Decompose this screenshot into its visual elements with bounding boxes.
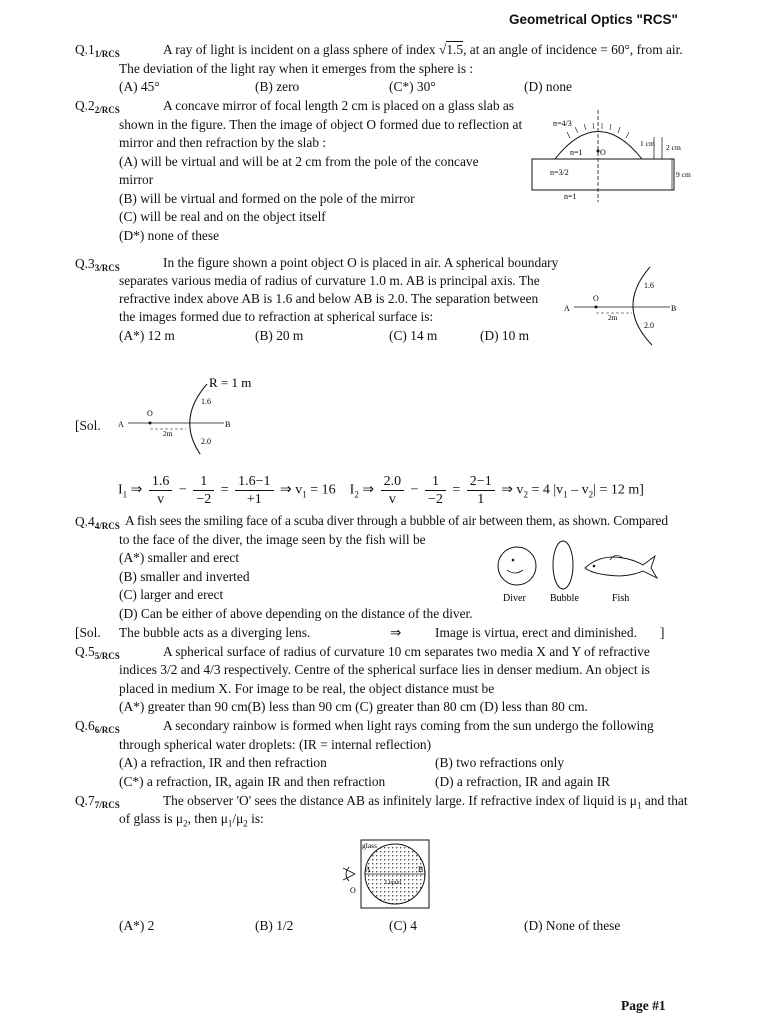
sol3-equation: $I_1$ ⇒ $\frac{1.6}{v}$ − $\frac{1}{-2}$ = $\frac{1.6-1}{+1}$ ⇒ $v_1 = 16$ $I_2$ ⇒ $\frac{2.0}{v}$ − $\frac{1}{-2}$ = $\frac{2-1}{1}$ ⇒ $v_2 = 4$ $|v_1 - v_2| = 12$ m]: [118, 474, 644, 507]
sol3-label: [Sol.: [75, 418, 101, 433]
q2-mirror-slab-figure: [530, 110, 730, 210]
q4-fig-diver: Diver: [503, 593, 526, 604]
question-5-line: placed in medium X. For image to be real, the object distance must be: [119, 681, 495, 696]
q6-option-c: (C*) a refraction, IR, again IR and then refraction: [119, 774, 386, 789]
q2-fig-n2: n=1: [570, 148, 583, 157]
q2-fig-d3: 9 cm: [676, 170, 691, 179]
question-4-text: A fish sees the smiling face of a scuba diver through a bubble of air between them, as shown. Compared: [125, 513, 668, 528]
q3-fig-n-top: 1.6: [644, 281, 654, 290]
q3-refraction-figure: [560, 265, 690, 347]
sol4-label: [Sol.: [75, 625, 101, 640]
sqrt-symbol: √: [438, 42, 447, 57]
q6-option-a: (A) a refraction, IR and then refraction: [119, 755, 327, 770]
question-7-number: $Q.7_{7/RCS}$: [75, 793, 120, 810]
q4-fig-bubble: Bubble: [550, 593, 579, 604]
q6-option-b: (B) two refractions only: [435, 755, 565, 770]
q1-option-a: (A) 45°: [119, 79, 160, 94]
question-3-line: refractive index above AB is 1.6 and below AB is 2.0. The separation between: [119, 291, 539, 306]
q4-option-b: (B) smaller and inverted: [119, 569, 250, 584]
question-2-line: shown in the figure. Then the image of object O formed due to reflection at: [119, 117, 523, 132]
diver-face-icon: [498, 547, 536, 585]
q3-fig-o: O: [593, 294, 599, 303]
q2-fig-d1: 1 cm: [640, 139, 655, 148]
q4-diver-bubble-fish-figure: [495, 538, 665, 608]
q7-fig-glass: glass: [362, 841, 377, 850]
q1-option-c: (C*) 30°: [389, 79, 436, 94]
q2-fig-n1: n=4/3: [553, 119, 572, 128]
question-5-line: A spherical surface of radius of curvature 10 cm separates two media X and Y of refractive: [163, 644, 650, 659]
question-1-text: A ray of light is incident on a glass sphere of index √1.5, at an angle of incidence = 60°, from air.: [163, 42, 683, 57]
q2-fig-d2: 2 cm: [666, 143, 681, 152]
q6-option-d: (D) a refraction, IR and again IR: [435, 774, 611, 789]
bubble-icon: [553, 541, 573, 589]
sol4-close: ]: [660, 625, 665, 640]
q7-option-a: (A*) 2: [119, 918, 155, 933]
q2-option-c: (C) will be real and on the object itself: [119, 209, 326, 224]
page-header-title: Geometrical Optics "RCS": [509, 12, 678, 27]
question-7-line2: of glass is $\mu_2$, then $\mu_1/\mu_2$ is:: [119, 811, 264, 829]
q3-fig-b: B: [671, 304, 677, 313]
q7-glass-sphere-figure: [335, 838, 435, 910]
sol3-figure: [112, 372, 252, 454]
q1-option-d: (D) none: [524, 79, 572, 94]
question-3-line: In the figure shown a point object O is placed in air. A spherical boundary: [163, 255, 559, 270]
question-1-line2: The deviation of the light ray when it emerges from the sphere is :: [119, 61, 474, 76]
question-6-number: $Q.6_{6/RCS}$: [75, 718, 120, 735]
sol4-result: Image is virtua, erect and diminished.: [435, 625, 637, 640]
question-2-number: $Q.2_{2/RCS}$: [75, 98, 120, 115]
sol3-fig-radius: R = 1 m: [209, 375, 252, 390]
q4-option-a: (A*) smaller and erect: [119, 550, 240, 565]
question-4-line: to the face of the diver, the image seen by the fish will be: [119, 532, 426, 547]
sol3-fig-a: A: [118, 420, 124, 429]
question-2-line: A concave mirror of focal length 2 cm is placed on a glass slab as: [163, 98, 515, 113]
question-7-line: The observer 'O' sees the distance AB as infinitely large. If refractive index of liquid is $\mu_1$ and that: [163, 793, 688, 811]
question-3-number: $Q.3_{3/RCS}$: [75, 256, 120, 273]
q2-fig-o: O: [600, 148, 606, 157]
question-4-number: $Q.4_{4/RCS}$: [75, 514, 120, 531]
sol3-fig-b: B: [225, 420, 231, 429]
q1-option-b: (B) zero: [255, 79, 300, 94]
question-3-line: the images formed due to refraction at spherical surface is:: [119, 309, 434, 324]
fish-icon: [585, 555, 657, 578]
question-5-number: $Q.5_{5/RCS}$: [75, 644, 120, 661]
question-6-line: A secondary rainbow is formed when light rays coming from the sun undergo the following: [163, 718, 654, 733]
question-3-line: separates various media of radius of curvature 1.0 m. AB is principal axis. The: [119, 273, 540, 288]
q2-fig-n3: n=3/2: [550, 168, 569, 177]
q3-fig-n-bot: 2.0: [644, 321, 654, 330]
sol4-text: The bubble acts as a diverging lens.: [119, 625, 311, 640]
q3-option-c: (C) 14 m: [389, 328, 438, 343]
eye-icon: [343, 867, 355, 881]
q3-option-d: (D) 10 m: [480, 328, 530, 343]
question-5-line: indices 3/2 and 4/3 respectively. Centre of the spherical surface lies in denser medium. An object is: [119, 662, 650, 677]
q7-fig-b: B: [418, 865, 424, 874]
q4-option-d: (D) Can be either of above depending on the distance of the diver.: [119, 606, 473, 621]
q7-option-c: (C) 4: [389, 918, 417, 933]
q7-option-d: (D) None of these: [524, 918, 621, 933]
question-6-line: through spherical water droplets: (IR = internal reflection): [119, 737, 432, 752]
q2-option-a: (A) will be virtual and will be at 2 cm from the pole of the concave: [119, 154, 479, 169]
question-2-line: mirror and then refraction by the slab :: [119, 135, 327, 150]
q5-options: (A*) greater than 90 cm(B) less than 90 cm (C) greater than 80 cm (D) less than 80 cm.: [119, 699, 588, 714]
sol3-fig-n-bot: 2.0: [201, 437, 211, 446]
q2-option-b: (B) will be virtual and formed on the pole of the mirror: [119, 191, 415, 206]
q7-fig-o: O: [350, 886, 356, 895]
q7-fig-liquid: Liquid: [385, 880, 401, 886]
sol4-arrow: ⇒: [390, 625, 402, 640]
q7-option-b: (B) 1/2: [255, 918, 294, 933]
q2-option-d: (D*) none of these: [119, 228, 220, 243]
q3-fig-a: A: [564, 304, 570, 313]
q3-option-b: (B) 20 m: [255, 328, 304, 343]
q2-option-a-cont: mirror: [119, 172, 154, 187]
q4-option-c: (C) larger and erect: [119, 587, 224, 602]
q4-fig-fish: Fish: [612, 593, 630, 604]
q3-fig-dist: 2m: [608, 313, 618, 322]
sol3-fig-o: O: [147, 409, 153, 418]
q3-option-a: (A*) 12 m: [119, 328, 175, 343]
q2-fig-n4: n=1: [564, 192, 577, 201]
q7-fig-a: A: [365, 865, 371, 874]
sol3-fig-n-top: 1.6: [201, 397, 211, 406]
page-number: Page #1: [621, 998, 666, 1013]
sol3-fig-dist: 2m: [163, 429, 173, 438]
question-1-number: $Q.1_{1/RCS}$: [75, 42, 120, 59]
